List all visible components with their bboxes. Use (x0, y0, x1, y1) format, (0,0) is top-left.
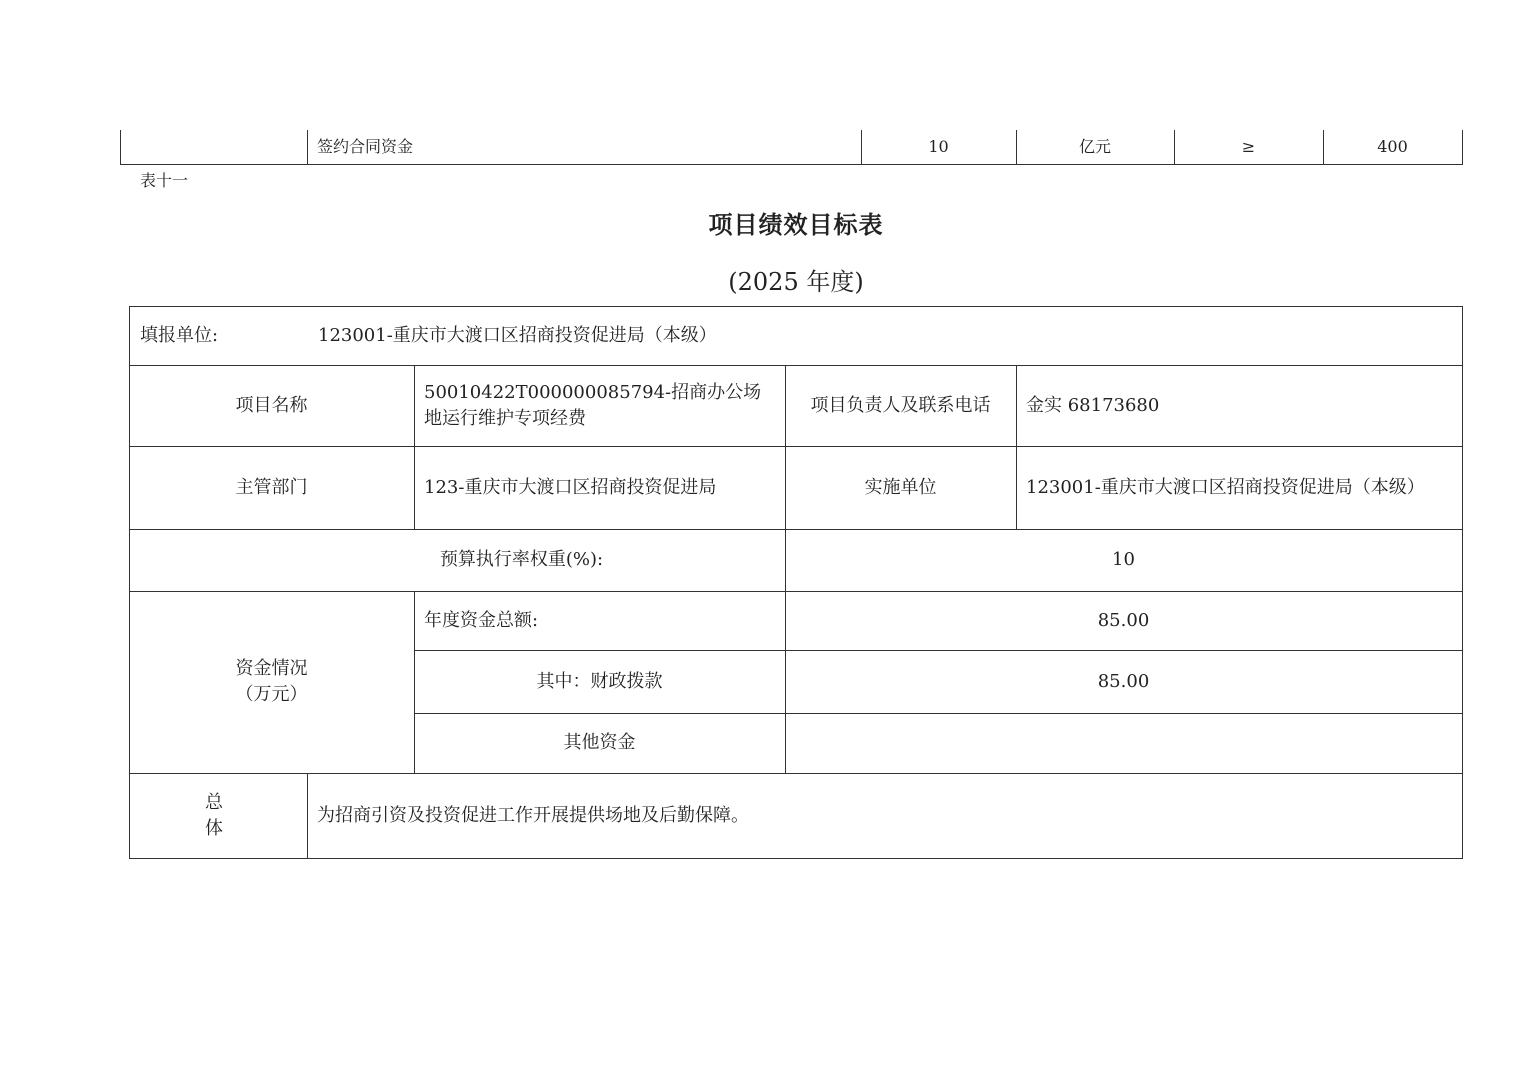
prev-indicator: 签约合同资金 (317, 137, 414, 156)
contact-label: 项目负责人及联系电话 (810, 394, 991, 416)
prev-target: 400 (1377, 137, 1408, 156)
contact-value: 金实 68173680 (1026, 394, 1160, 416)
impl-value: 123001-重庆市大渡口区招商投资促进局（本级） (1026, 476, 1425, 498)
overall-goal-value: 为招商引资及投资促进工作开展提供场地及后勤保障。 (317, 804, 749, 826)
overall-label-line1: 总 (205, 791, 223, 813)
prev-operator: ≥ (1241, 137, 1256, 156)
reporting-unit-label: 填报单位: (140, 324, 219, 346)
dept-label: 主管部门 (235, 476, 308, 498)
dept-value: 123-重庆市大渡口区招商投资促进局 (424, 476, 717, 498)
funds-label (129, 591, 414, 773)
project-name-value: 50010422T000000085794-招商办公场地运行维护专项经费 (424, 381, 762, 429)
other-funds-label: 其他资金 (563, 732, 636, 753)
funds-label-line2: （万元） (235, 684, 308, 705)
project-name-label: 项目名称 (235, 394, 308, 416)
funds-label-line1: 资金情况 (235, 658, 308, 679)
budget-weight-value: 10 (1112, 549, 1135, 570)
reporting-unit-value: 123001-重庆市大渡口区招商投资促进局（本级） (318, 324, 717, 346)
prev-unit: 亿元 (1078, 137, 1111, 156)
fiscal-label: 其中：财政拨款 (536, 670, 663, 692)
impl-label: 实施单位 (864, 476, 937, 498)
budget-weight-label: 预算执行率权重(%): (439, 549, 604, 570)
annual-total-value: 85.00 (1097, 609, 1150, 631)
page-title: 项目绩效目标表 (708, 210, 884, 239)
page-subtitle: (2025 年度) (728, 268, 864, 296)
annual-total-label: 年度资金总额: (424, 609, 539, 631)
fiscal-value: 85.00 (1097, 670, 1150, 692)
table-label: 表十一 (140, 171, 189, 190)
overall-label (129, 773, 307, 858)
other-funds-value (785, 713, 1462, 773)
overall-label-line2: 体 (205, 817, 223, 839)
prev-value: 10 (928, 137, 949, 156)
